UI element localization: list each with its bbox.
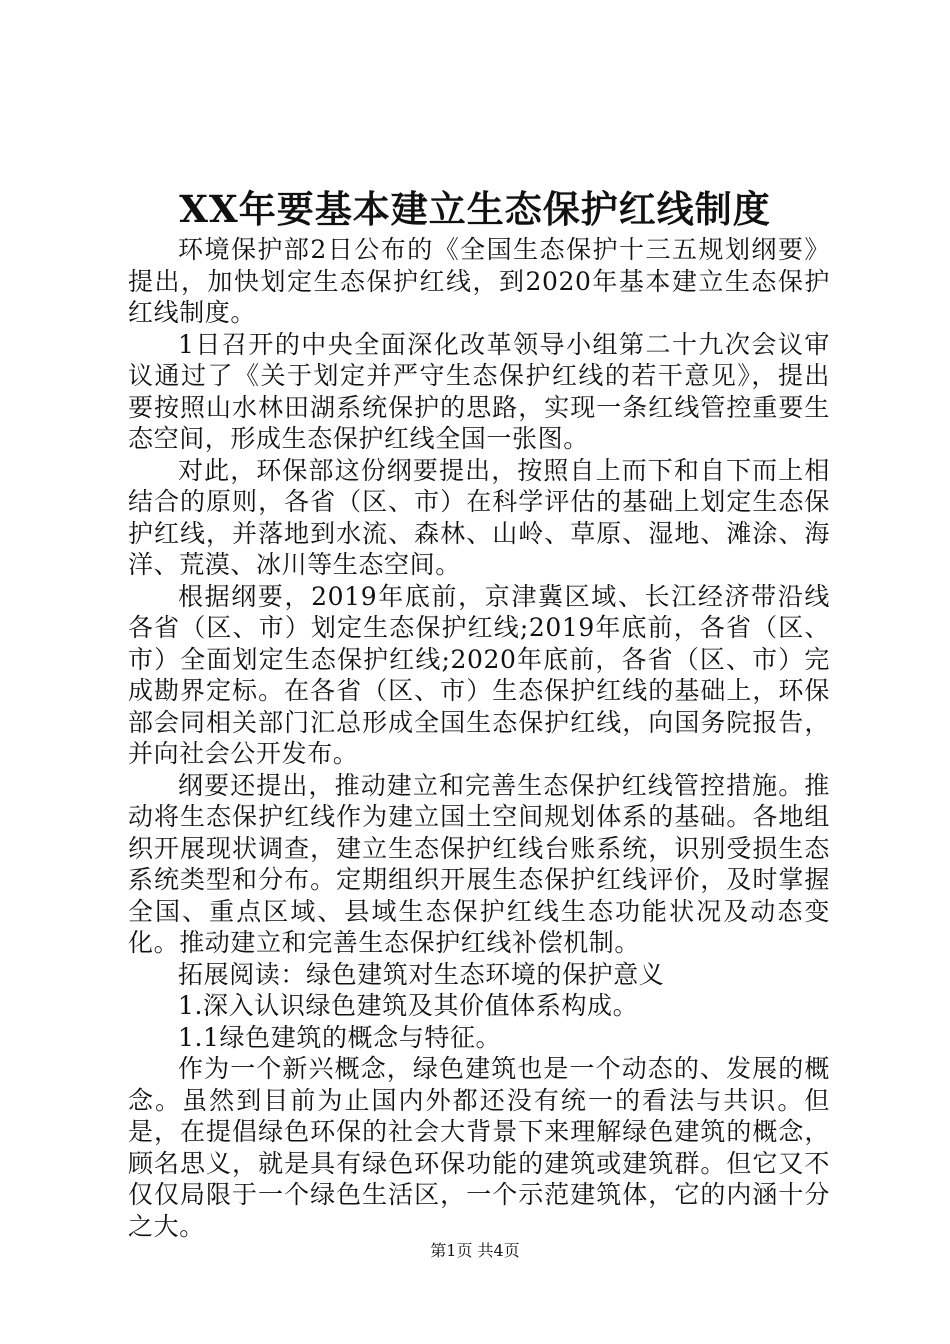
section-heading-1-1: 1.1绿色建筑的概念与特征。 bbox=[178, 1022, 502, 1052]
paragraph-3: 对此，环保部这份纲要提出，按照自上而下和自下而上相结合的原则，各省（区、市）在科学评估的基础上划定生态保护红线，并落地到水流、森林、山岭、草原、湿地、滩涂、海洋、荒漠、冰川等生态空间。 bbox=[128, 455, 830, 579]
paragraph-4: 根据纲要，2019年底前，京津冀区域、长江经济带沿线各省（区、市）划定生态保护红线;2019年底前，各省（区、市）全面划定生态保护红线;2020年底前，各省（区、市）完成勘界定标。在各省（区、市）生态保护红线的基础上，环保部会同相关部门汇总形成全国生态保护红线，向国务院报告，并向社会公开发布。 bbox=[128, 581, 830, 768]
document-body bbox=[128, 234, 830, 1242]
document-title: XX年要基本建立生态保护红线制度 bbox=[179, 187, 771, 231]
section-heading-1: 1.深入认识绿色建筑及其价值体系构成。 bbox=[178, 991, 639, 1020]
paragraph-5: 纲要还提出，推动建立和完善生态保护红线管控措施。推动将生态保护红线作为建立国土空间规划体系的基础。各地组织开展现状调查，建立生态保护红线台账系统，识别受损生态系统类型和分布。定期组织开展生态保护红线评价，及时掌握全国、重点区域、县域生态保护红线生态功能状况及动态变化。推动建立和完善生态保护红线补偿机制。 bbox=[128, 770, 830, 957]
paragraph-1: 环境保护部2日公布的《全国生态保护十三五规划纲要》提出，加快划定生态保护红线，到2020年基本建立生态保护红线制度。 bbox=[128, 235, 830, 327]
paragraph-6: 作为一个新兴概念，绿色建筑也是一个动态的、发展的概念。虽然到目前为止国内外都还没有统一的看法与共识。但是，在提倡绿色环保的社会大背景下来理解绿色建筑的概念，顾名思义，就是具有绿色环保功能的建筑或建筑群。但它又不仅仅局限于一个绿色生活区，一个示范建筑体，它的内涵十分之大。 bbox=[128, 1054, 830, 1241]
page-footer: 第1页 共4页 bbox=[430, 1241, 520, 1260]
paragraph-2: 1日召开的中央全面深化改革领导小组第二十九次会议审议通过了《关于划定并严守生态保护红线的若干意见》，提出要按照山水林田湖系统保护的思路，实现一条红线管控重要生态空间，形成生态保护红线全国一张图。 bbox=[128, 329, 830, 453]
extended-reading-heading: 拓展阅读：绿色建筑对生态环境的保护意义 bbox=[178, 959, 665, 989]
